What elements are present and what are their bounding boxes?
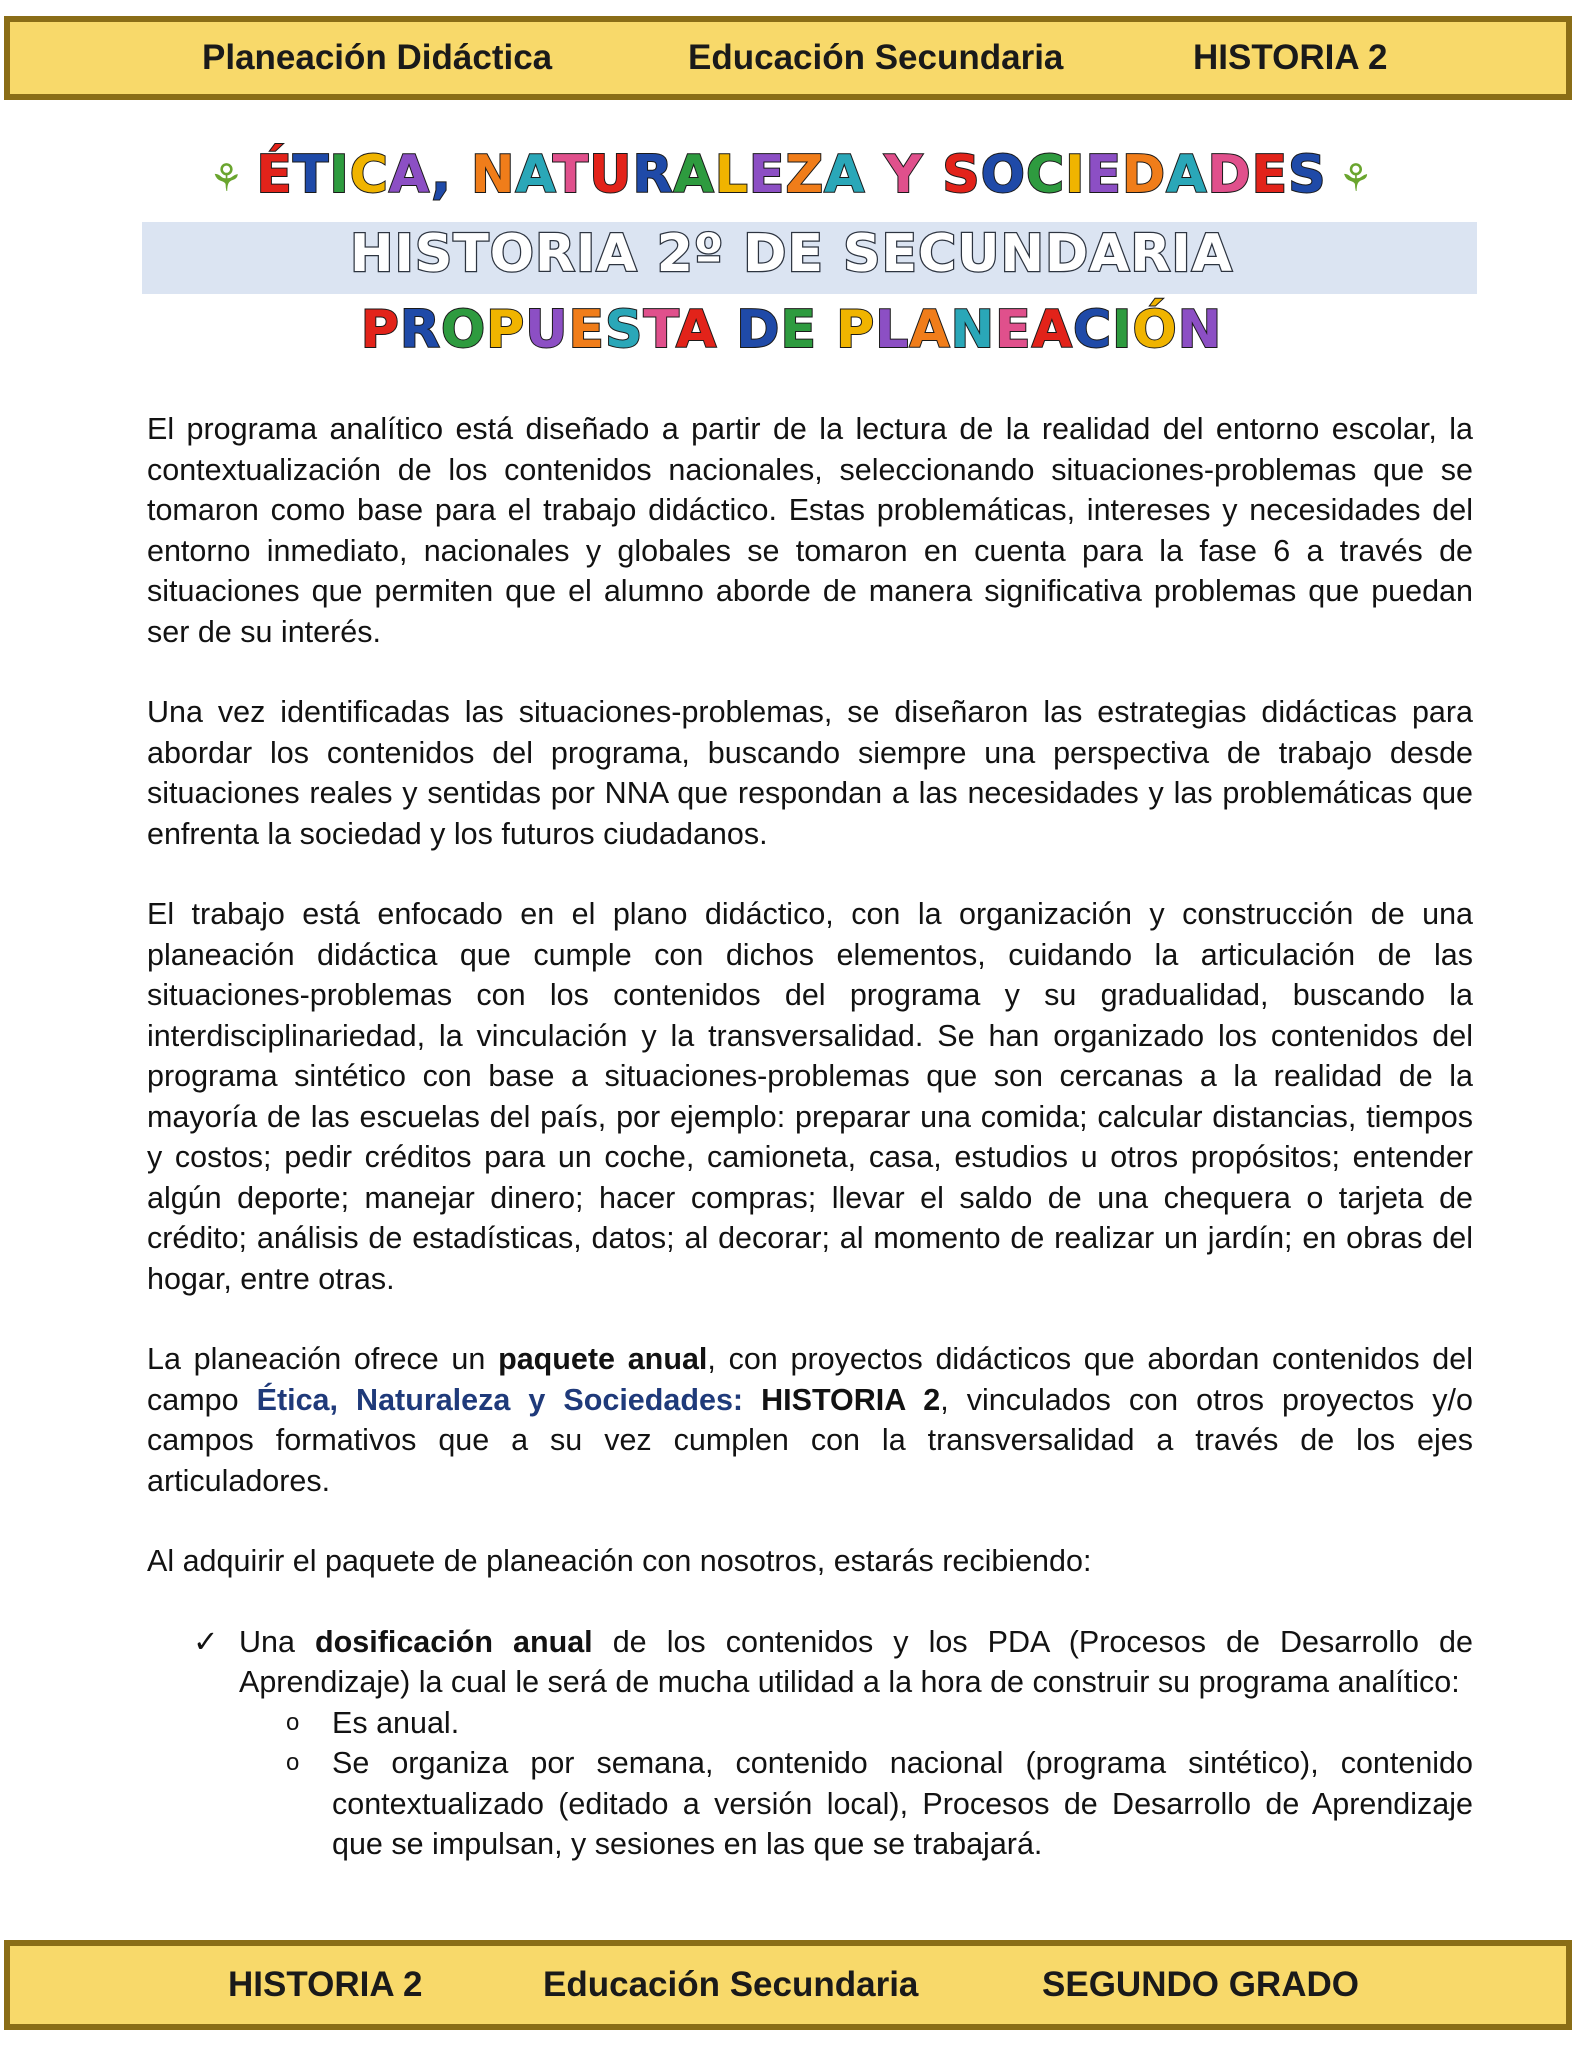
title-letter: E [780, 300, 817, 360]
paragraph-4 [147, 1339, 1473, 1501]
text-run: La planeación ofrece un [147, 1342, 499, 1376]
title-letter: A [1166, 145, 1208, 205]
check-icon: ✓ [193, 1624, 219, 1659]
title-letter: E [1251, 145, 1289, 205]
highlight-text: Ética, Naturaleza y Sociedades: [256, 1382, 744, 1417]
circle-bullet-icon: o [286, 1749, 300, 1776]
title-letter [717, 300, 736, 360]
sprout-icon: ⚘ [1338, 156, 1374, 200]
checklist [147, 1622, 1473, 1865]
title-letter: N [950, 300, 996, 360]
header-center-text: Educación Secundaria [688, 38, 1064, 77]
title-letter: R [632, 145, 674, 205]
title-historia-2-secundaria: HISTORIA 2º DE SECUNDARIA [349, 224, 1234, 284]
bold-text: dosificación anual [315, 1624, 593, 1659]
title-letter: S [1288, 145, 1327, 205]
text-run: , con proyectos didácticos que abordan contenidos del campo [147, 1342, 1474, 1417]
title-letter: D [1207, 145, 1252, 205]
title-letter: I [329, 145, 350, 205]
title-letter: A [1031, 300, 1073, 360]
title-letter: N [471, 145, 516, 205]
title-letter: A [515, 145, 553, 205]
title-letter: I [1112, 300, 1133, 360]
title-propuesta-planeacion [0, 300, 1583, 360]
title-letter [817, 300, 836, 360]
title-letter: C [1072, 300, 1113, 360]
title-letter: I [1065, 145, 1086, 205]
title-letter: E [748, 145, 786, 205]
title-letter: C [349, 145, 389, 205]
text-run: Es anual. [332, 1705, 460, 1740]
title-letter: A [824, 145, 866, 205]
paragraph-2: Una vez identificadas las situaciones-problemas, se diseñaron las estrategias didácticas para abordar los contenidos del programa, buscando siempre una perspectiva de trabajo desde situaciones reales y sentidas por NNA que respondan a las necesidades y las problemáticas que enfrenta la sociedad y los futuros ciudadanos. [147, 695, 1473, 851]
paragraph-1: El programa analítico está diseñado a partir de la lectura de la realidad del entorno escolar, la contextualización de los contenidos nacionales, seleccionando situaciones-problemas que se tomaron como base para el trabajo didáctico. Estas problemáticas, intereses y necesidades del entorno inmediato, nacionales y globales se tomaron en cuenta para la fase 6 a través de situaciones que permiten que el alumno aborde de manera significativa problemas que puedan ser de su interés. [147, 412, 1473, 649]
title-letter: L [714, 145, 749, 205]
title-letter: S [605, 300, 644, 360]
sublist [239, 1703, 1473, 1865]
sublist-item [286, 1703, 1473, 1744]
header-left-text: Planeación Didáctica [202, 38, 553, 77]
title-letter: É [256, 145, 293, 205]
title-letter: A [388, 145, 432, 205]
title-letter: E [1085, 145, 1123, 205]
title-letters [361, 300, 1222, 360]
title-letter: Ó [1132, 300, 1178, 360]
footer-left-text: HISTORIA 2 [228, 1965, 423, 2004]
title-letter: A [673, 145, 715, 205]
text-run: de los contenidos y los PDA (Procesos de Desarrollo de Aprendizaje) la cual le será de mucha utilidad a la hora de construir su programa analítico: [239, 1624, 1473, 1699]
title-letter: P [486, 300, 526, 360]
title-letter: A [675, 300, 718, 360]
footer-right-text: SEGUNDO GRADO [1042, 1965, 1359, 2004]
title-letter: R [399, 300, 441, 360]
sprout-icon: ⚘ [209, 156, 245, 200]
title-letter: D [1122, 145, 1167, 205]
circle-bullet-icon: o [286, 1708, 300, 1736]
title-letter: T [292, 145, 330, 205]
title-letter [865, 145, 884, 205]
title-letter: Y [884, 145, 924, 205]
header-band [4, 16, 1572, 100]
title-letter: O [440, 300, 487, 360]
title-letter: Z [785, 145, 825, 205]
title-letter [923, 145, 942, 205]
footer-band [4, 1940, 1572, 2030]
title-letter: T [552, 145, 590, 205]
footer-center-text: Educación Secundaria [543, 1965, 919, 2004]
title-letter: L [875, 300, 910, 360]
text-run: , vinculados con otros proyectos y/o campos formativos que a su vez cumplen con la transversalidad a través de los ejes articuladores. [147, 1382, 1473, 1498]
title-letters [256, 145, 1326, 205]
text-run: Una [239, 1624, 315, 1659]
title-letter: N [1177, 300, 1223, 360]
title-letter: P [360, 300, 400, 360]
bold-text: paquete anual [498, 1342, 708, 1376]
title-letter: O [980, 145, 1026, 205]
paragraph-5: Al adquirir el paquete de planeación con nosotros, estarás recibiendo: [147, 1544, 1092, 1578]
title-letter: S [942, 145, 981, 205]
title-letter: P [836, 300, 876, 360]
title-letter: D [736, 300, 781, 360]
title-letter: C [1025, 145, 1066, 205]
title-letter: U [525, 300, 569, 360]
title-letter: T [643, 300, 676, 360]
list-item [193, 1622, 1473, 1865]
document-body [147, 409, 1473, 1865]
title-letter: , [431, 145, 452, 205]
header-right-text: HISTORIA 2 [1193, 38, 1388, 77]
title-letter: E [568, 300, 606, 360]
title-letter: A [909, 300, 951, 360]
paragraph-3: El trabajo está enfocado en el plano didáctico, con la organización y construcción de una planeación didáctica que cumple con dichos elementos, cuidando la articulación de las situaciones-problemas con los contenidos del programa y su gradualidad, buscando la interdisciplinariedad, la vinculación y la transversalidad. Se han organizado los contenidos del programa sintético con base a situaciones-problemas que son cercanas a la realidad de la mayoría de las escuelas del país, por ejemplo: preparar una comida; calcular distancias, tiempos y costos; pedir créditos para un coche, camioneta, casa, estudios u otros propósitos; entender algún deporte; manejar dinero; hacer compras; llevar el saldo de una chequera o tarjeta de crédito; análisis de estadísticas, datos; al decorar; al momento de realizar un jardín; en obras del hogar, entre otras. [147, 897, 1473, 1296]
title-etica-naturaleza-sociedades [0, 145, 1583, 205]
title-letter [452, 145, 471, 205]
sublist-item [286, 1743, 1473, 1865]
text-run: Se organiza por semana, contenido nacional (programa sintético), contenido contextualizado (editado a versión local), Procesos de Desarrollo de Aprendizaje que se impulsan, y sesiones en las que se trabajará. [332, 1746, 1473, 1861]
title-letter: U [589, 145, 633, 205]
bold-text: HISTORIA 2 [743, 1382, 941, 1417]
title-letter: E [995, 300, 1032, 360]
